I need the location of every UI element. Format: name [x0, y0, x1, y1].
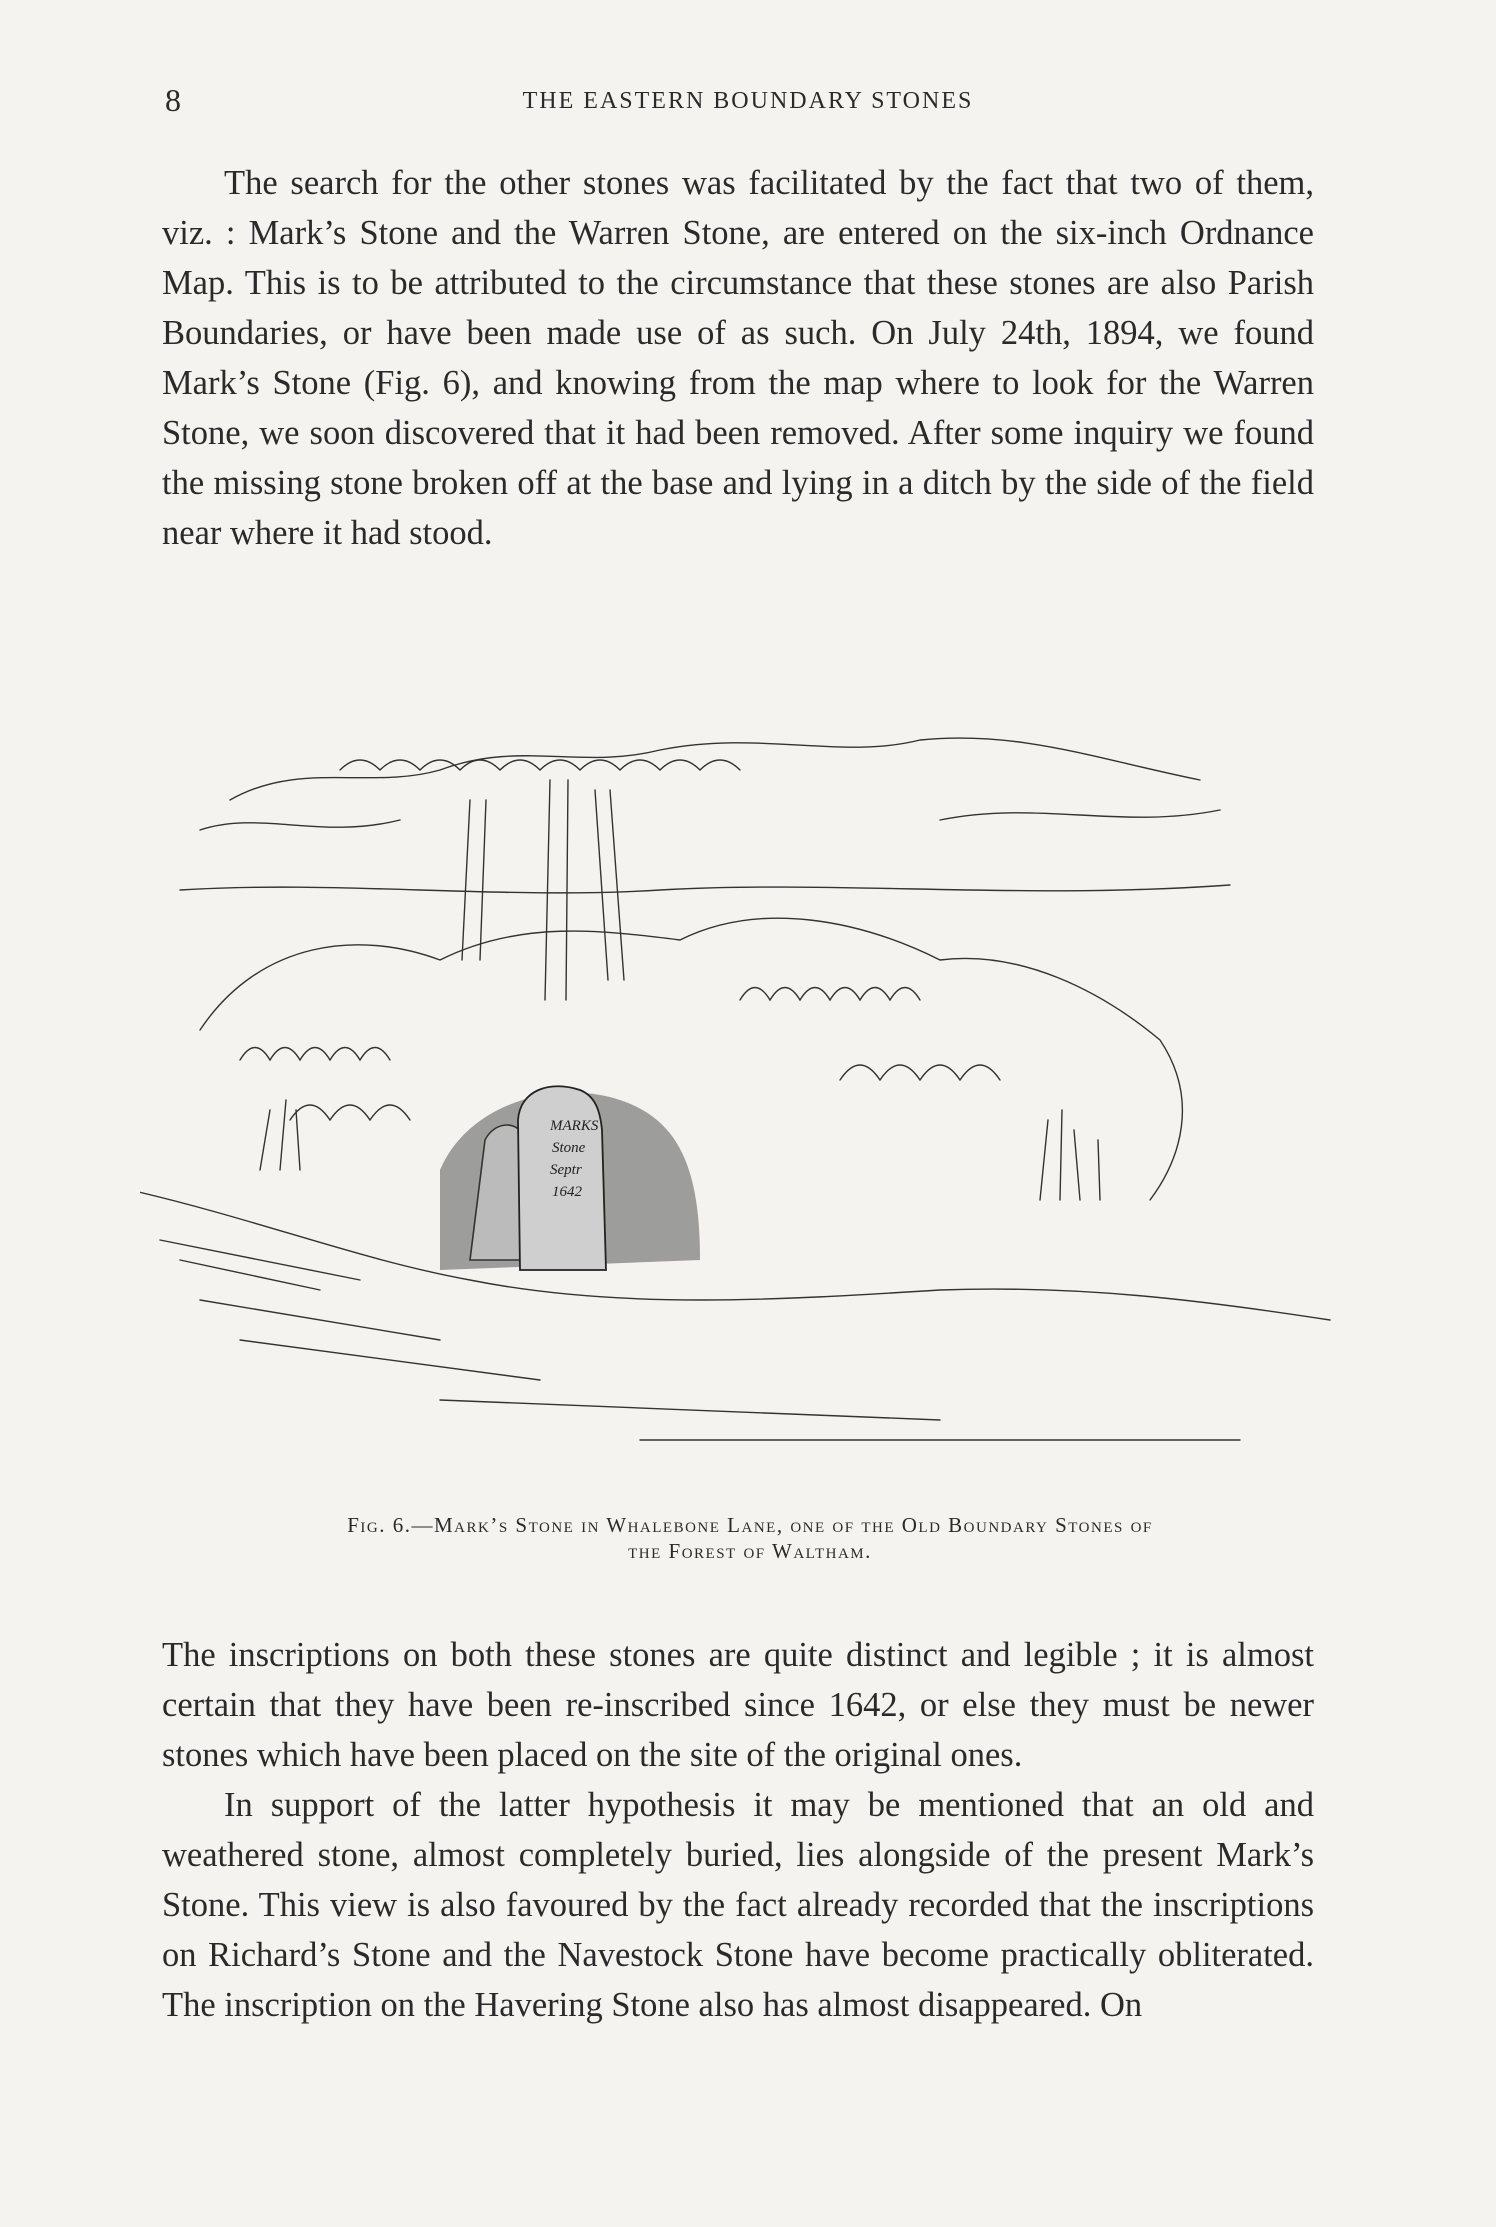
- tree-trunk-left: [462, 800, 486, 960]
- page-number: 8: [165, 82, 181, 118]
- caption-line-2: the Forest of Waltham.: [628, 1539, 872, 1563]
- leaf-scribbles: [240, 988, 920, 1061]
- ground-strokes: [160, 1240, 1240, 1440]
- figure-caption: [160, 1512, 1340, 1564]
- stone-inscription-line4: 1642: [552, 1184, 582, 1200]
- bush-mass: [200, 918, 1182, 1200]
- illustration-marks-stone: [140, 700, 1340, 1480]
- paragraph-hypothesis: In support of the latter hypothesis it may be mentioned that an old and weathered stone, almost completely buried, lies alongside of the present Mark’s Stone. This view is also favoured by the fact already recorded that the inscriptions on Richard’s Stone and the Navestock Stone have become practically obliterated. The inscription on the Havering Stone also has almost disappeared. On: [162, 1786, 1314, 2024]
- stone-inscription-line1: MARKS: [550, 1118, 599, 1134]
- paragraph-inscriptions: The inscriptions on both these stones are quite distinct and legible ; it is almost certain that they have been re-inscribed since 1642, or else they must be newer stones which have been placed on the site of the original ones.: [162, 1636, 1314, 1774]
- text-block-bottom: [162, 1630, 1314, 2030]
- stone-inscription-line2: Stone: [552, 1140, 586, 1156]
- marks-stone: [518, 1086, 606, 1270]
- figure-marks-stone: [140, 700, 1340, 1480]
- horizon-field: [180, 885, 1230, 893]
- stone-inscription-line3: Septr: [550, 1162, 582, 1178]
- text-block-top: [162, 158, 1314, 558]
- tree-trunk-middle: [545, 780, 568, 1000]
- canopy-hatching: [340, 760, 740, 770]
- running-title: THE EASTERN BOUNDARY STONES: [522, 88, 974, 114]
- distant-hedge: [200, 810, 1220, 830]
- treeline-top: [230, 738, 1200, 800]
- paragraph-search: The search for the other stones was facilitated by the fact that two of them, viz. : Mark’s Stone and the Warren Stone, are entered on the six-inch Ordnance Map. This is to be attributed to the circumstance that these stones are also Parish Boundaries, or have been made use of as such. On July 24th, 1894, we found Mark’s Stone (Fig. 6), and knowing from the map where to look for the Warren Stone, we soon discovered that it had been removed. After some inquiry we found the missing stone broken off at the base and lying in a ditch by the side of the field near where it had stood.: [162, 164, 1314, 552]
- tree-trunk-right: [595, 790, 624, 980]
- caption-line-1: Fig. 6.—Mark’s Stone in Whalebone Lane, one of the Old Boundary Stones of: [347, 1513, 1153, 1537]
- bank-edge: [140, 1190, 1330, 1320]
